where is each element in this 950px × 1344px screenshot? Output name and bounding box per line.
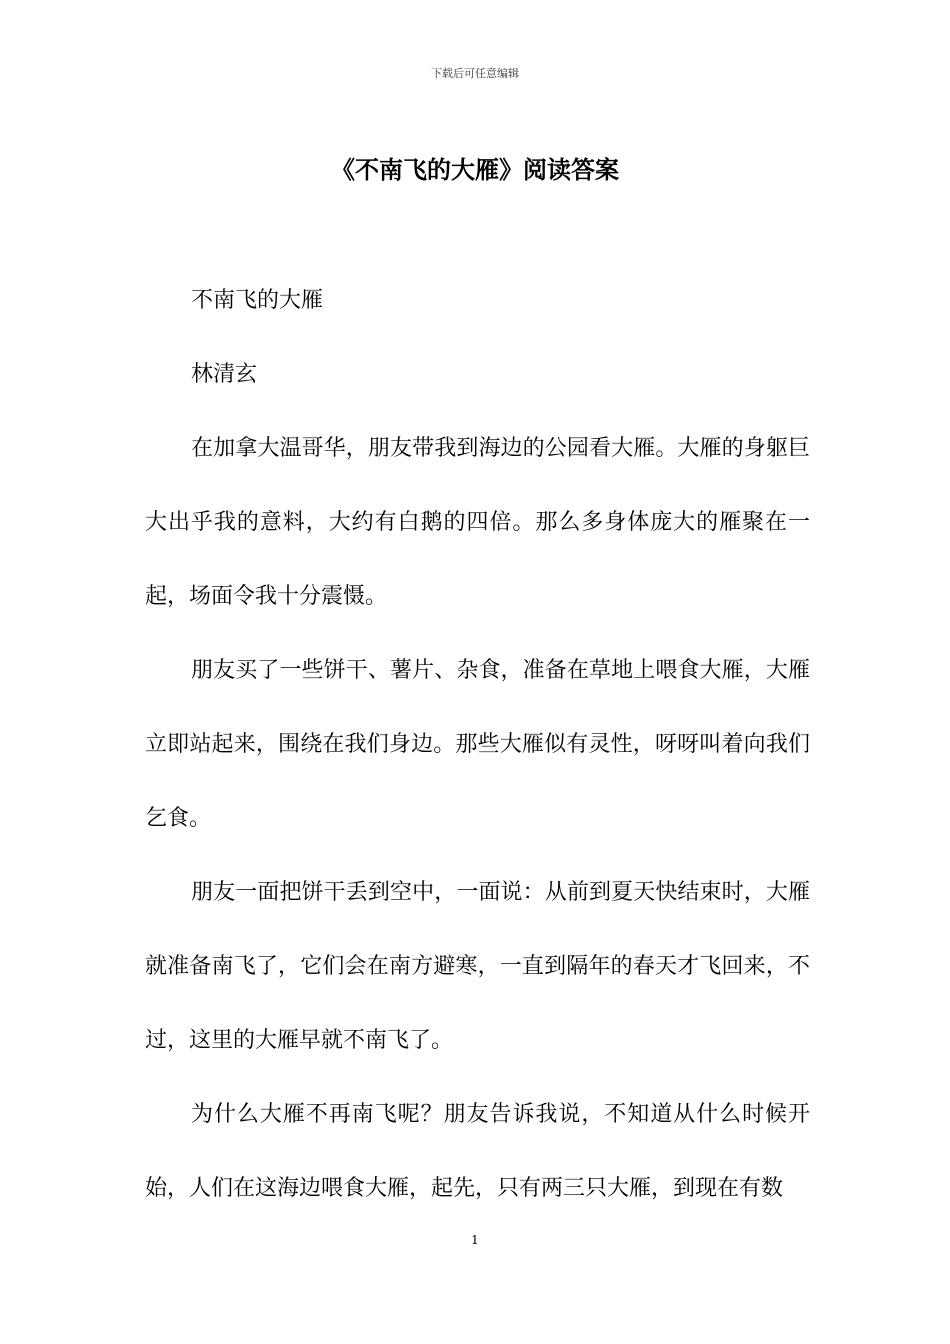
document-body [145, 264, 810, 1226]
page-number: 1 [471, 1233, 479, 1247]
paragraph: 朋友一面把饼干丢到空中，一面说：从前到夏天快结束时，大雁就准备南飞了，它们会在南方避寒，一直到隔年的春天才飞回来，不过，这里的大雁早就不南飞了。 [145, 880, 810, 1053]
paragraph: 朋友买了一些饼干、薯片、杂食，准备在草地上喂食大雁，大雁立即站起来，围绕在我们身边。那些大雁似有灵性，呀呀叫着向我们乞食。 [145, 658, 810, 831]
paragraph: 为什么大雁不再南飞呢？朋友告诉我说，不知道从什么时候开始，人们在这海边喂食大雁，起先，只有两三只大雁，到现在有数 [145, 1102, 810, 1201]
paragraph-author: 林清玄 [191, 362, 258, 387]
document-title: 《不南飞的大雁》阅读答案 [331, 155, 619, 184]
header-note: 下载后可任意编辑 [431, 67, 519, 80]
paragraph-subtitle: 不南飞的大雁 [191, 288, 324, 313]
paragraph: 在加拿大温哥华，朋友带我到海边的公园看大雁。大雁的身躯巨大出乎我的意料，大约有白鹅的四倍。那么多身体庞大的雁聚在一起，场面令我十分震慑。 [145, 436, 810, 609]
